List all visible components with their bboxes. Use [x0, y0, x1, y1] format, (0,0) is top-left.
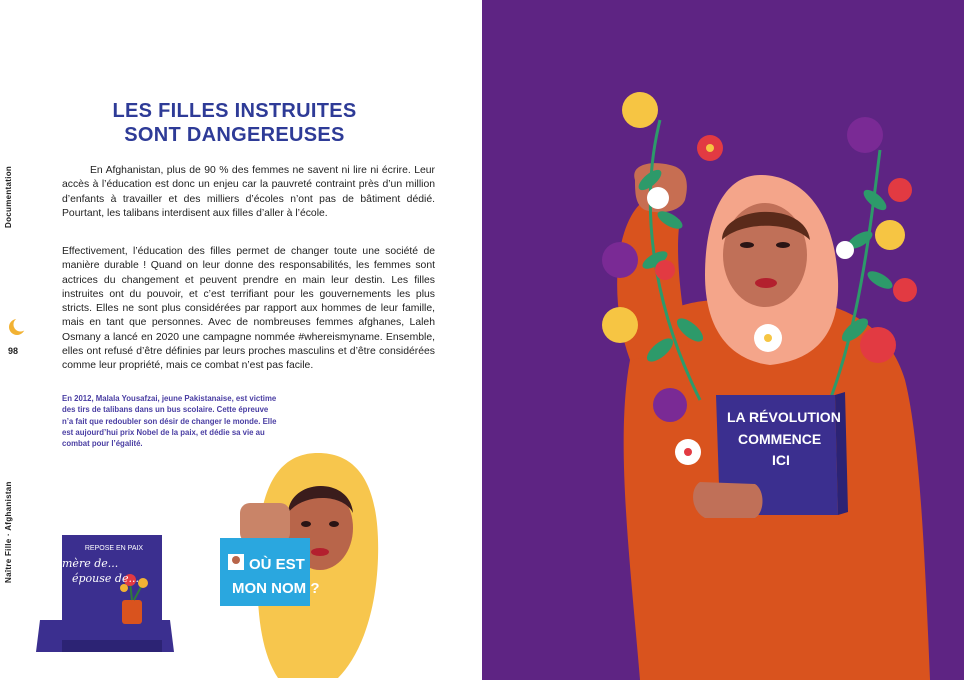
book-title-line3: ICI — [772, 452, 790, 468]
book-chapter-label: Naître Fille · Afghanistan — [4, 481, 13, 583]
paragraph-2: Effectivement, l’éducation des filles permet de changer toute une société de manière durable ! Quand on leur donne des responsabilités, les femmes sont actrices du changement et peuvent prendre en main leur destin. Les filles instruites ont du pouvoir, et c’est terrifiant pour les gouvernements les plus stricts. Elles ne sont plus considérées par rapport aux hommes de leur famille, mais en tant que personnes. Avec de nombreuses femmes afghanes, Laleh Osmany a lancé en 2020 une campagne nommée #whereismyname. Ensemble, elles ont refusé d’être définies par leurs proches masculins et d’être considérées comme leur propriété, mais ce combat n’est pas facile. — [62, 246, 435, 372]
title-line-1: LES FILLES INSTRUITES — [112, 100, 357, 122]
book-title-line1: LA RÉVOLUTION — [727, 409, 841, 425]
tombstone-epitaph: REPOSE EN PAIX — [84, 545, 144, 552]
page-number: 98 — [8, 346, 19, 356]
malala-caption: En 2012, Malala Yousafzai, jeune Pakistanaise, est victime des tirs de talibans dans un bus scolaire. Cette épreuve n’a fait que redoubler son désir de changer le monde. Elle est aujourd’hui prix Nobel de la paix, et dédie sa vie au combat pour l’égalité. — [62, 394, 277, 449]
sign-text-line2: MON NOM ? — [232, 580, 320, 597]
title-line-2: SONT DANGEREUSES — [124, 124, 345, 146]
tombstone-mother-text: mère de... — [62, 557, 119, 570]
paragraph-1-text: En Afghanistan, plus de 90 % des femmes ne savent ni lire ni écrire. Leur accès à l’éducation est donc un enjeu car la pauvreté contraint près d’un million d’enfants à travailler et des milliers d’écoles n’ont pas de bâtiment dédié. Pourtant, les talibans interdisent aux filles d’aller à l’école. — [62, 165, 435, 219]
sign-text-line1: OÙ EST — [249, 556, 305, 573]
tombstone-wife-text: épouse de... — [72, 572, 139, 585]
book-title-line2: COMMENCE — [738, 431, 822, 447]
section-label: Documentation — [4, 165, 13, 228]
